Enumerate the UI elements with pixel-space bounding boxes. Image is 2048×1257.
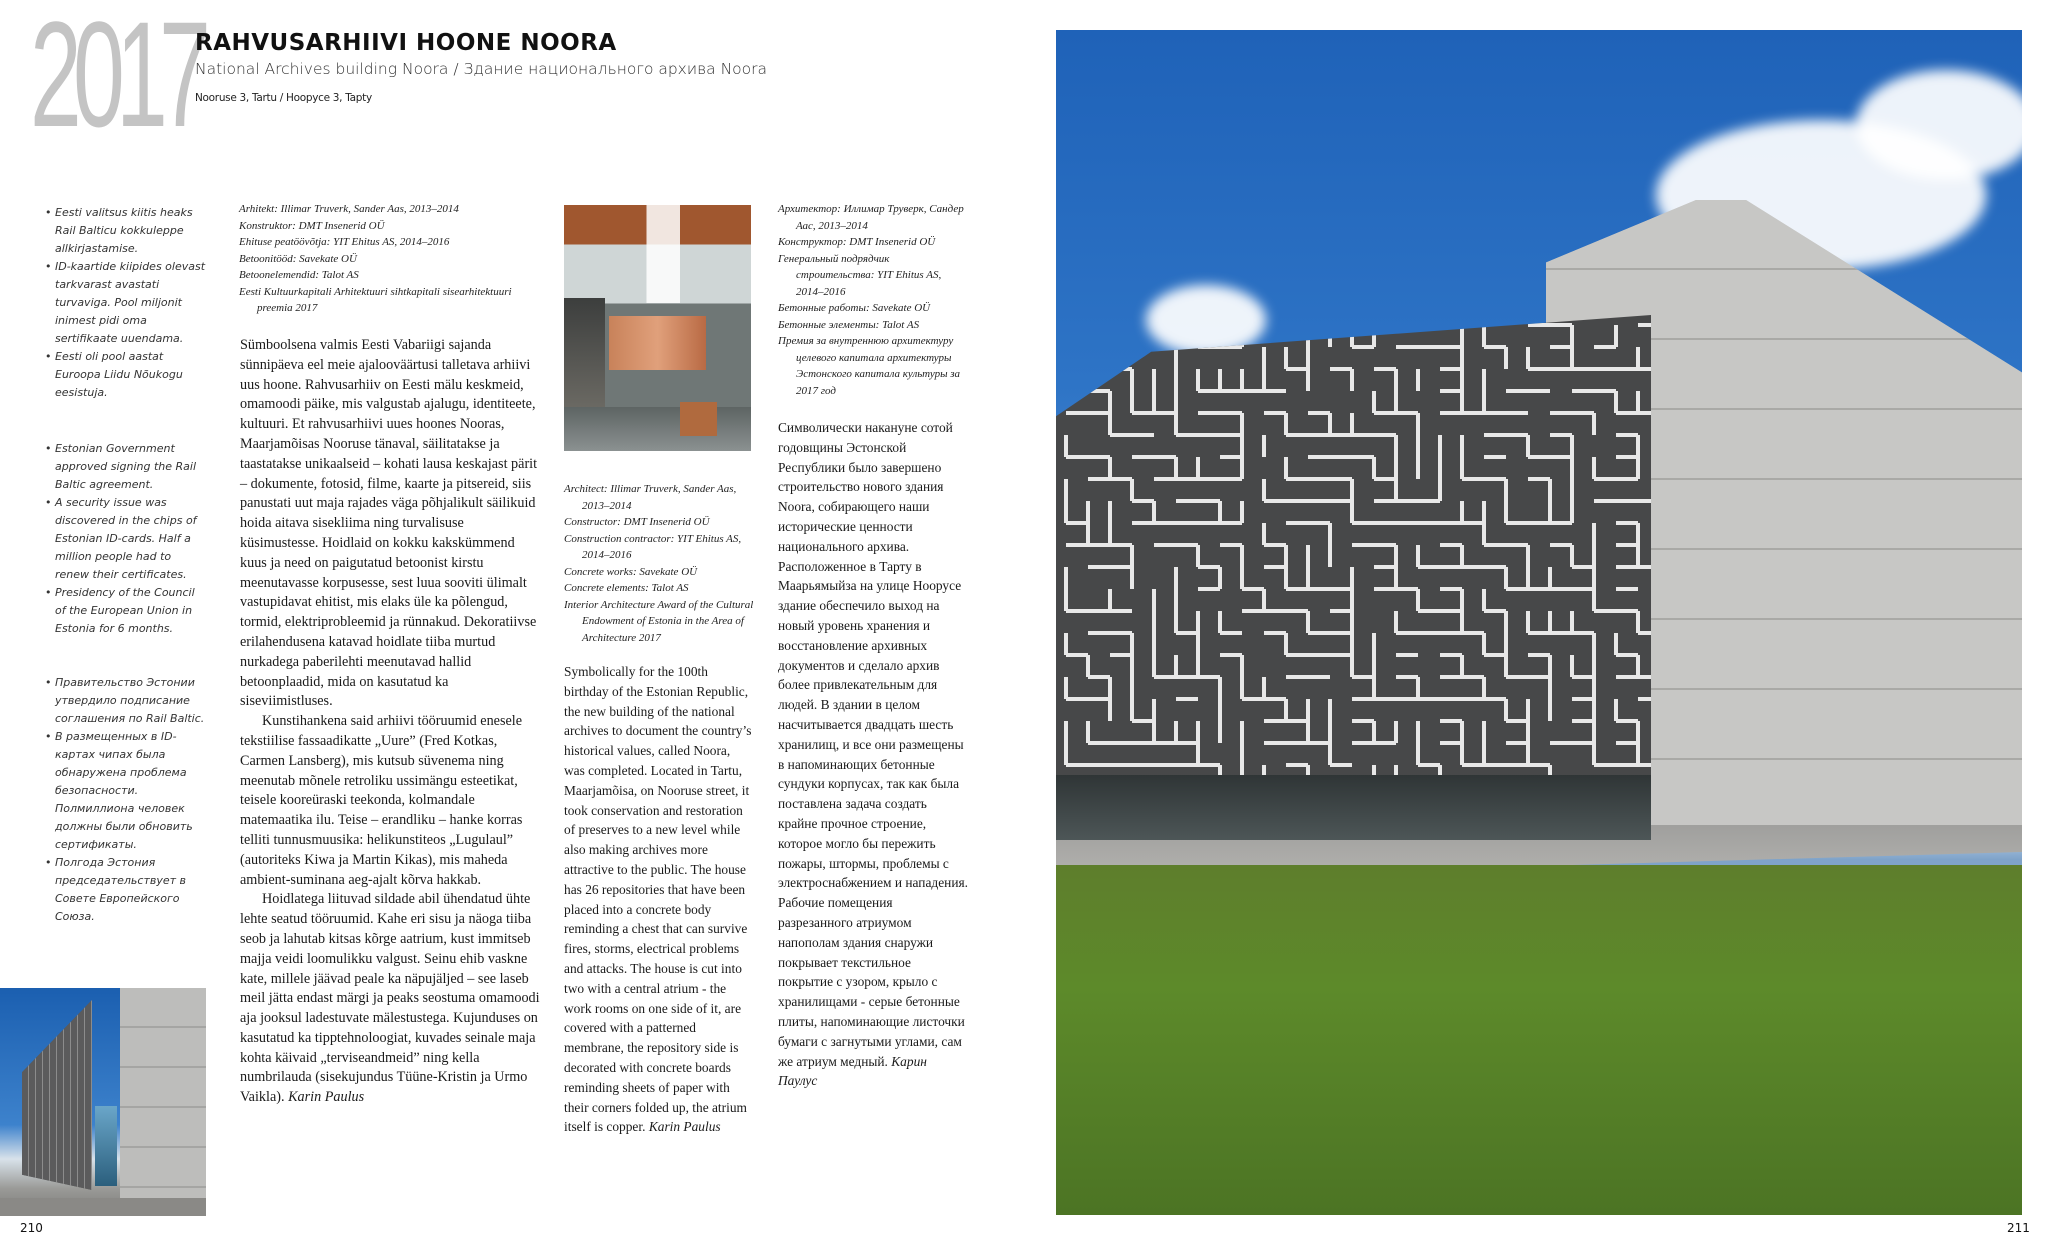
body-paragraph	[778, 418, 968, 1091]
body-paragraph	[240, 890, 540, 1108]
article-subtitle: National Archives building Noora / Здание национального архива Noora	[195, 60, 768, 78]
concrete-wing	[120, 988, 206, 1210]
body-paragraph: Sümboolsena valmis Eesti Vabariigi sajanda sünnipäeva eel meie ajalooväärtusi talletava arhiivi uus hoone. Rahvusarhiiv on Eesti mälu keskmeid, omamoodi päike, mis valgustab ajalugu, identiteete, kultuuri. Et rahvusarhiivi uues hoones Nooras, Maarjamõisas Nooruse tänaval, säilitatakse ja taastatakse unikaalseid – kohati lausa keskajast pärit – dokumente, fotosid, filme, kaarte ja pitsereid, siis panustati uut maja rajades väga põhjalikult säilikuid hoida aitava sisekliima ning turvalisuse küsimustesse. Hoidlaid on kokku kakskümmend kuus ja need on paigutatud betoonist kirstu meenutavasse korpusesse, sest luua sooviti ülimalt vastupidavat ehitist, mis elaks üle ka põlengud, tormid, elektriprobleemid ja rünnakud. Dekoratiivse erilahendusena katavad hoidlate tiiba murtud nurkadega paberilehti meenutavad hallid betoonplaadid, mida on kasutatud ka siseviimistluses.	[240, 337, 538, 710]
atrium-photo	[564, 205, 751, 451]
side-note-item: • Eesti valitsus kiitis heaks Rail Balticu kokkuleppe allkirjastamise.	[46, 204, 206, 258]
credits-estonian	[239, 201, 549, 317]
atrium-copper-bridge	[609, 316, 706, 370]
atrium-floor	[564, 407, 751, 451]
credit-line: Конструктор: DMT Insenerid OÜ	[778, 236, 936, 248]
glass-atrium	[95, 1106, 117, 1186]
credit-line: Eesti Kultuurkapitali Arhitektuuri sihtkapitali sisearhitektuuri preemia 2017	[239, 285, 512, 314]
year-heading: 2017	[30, 0, 203, 158]
credits-russian	[778, 201, 968, 399]
body-text-russian	[778, 418, 968, 1091]
side-note-item: • Eesti oli pool aastat Euroopa Liidu Nõukogu eesistuja.	[46, 348, 206, 402]
maze-line	[1066, 325, 1651, 775]
body-text-estonian	[240, 336, 540, 1108]
body-paragraph-text: Symbolically for the 100th birthday of the Estonian Republic, the new building of the national archives to document the country’s historical values, called Noora, was completed. Located in Tartu, Maarjamõisa, on Nooruse street, it took conservation and restoration of preserves to a new level while also making archives more attractive to the public. The house has 26 repositories that have been placed into a concrete body reminding a chest that can survive fires, storms, electrical problems and attacks. The house is cut into two with a central atrium - the work rooms on one side of it, are covered with a patterned membrane, the repository side is decorated with concrete boards reminding sheets of paper with their corners folded up, the atrium itself is copper.	[564, 664, 752, 1135]
side-note-item: • Estonian Government approved signing the Rail Baltic agreement.	[46, 440, 206, 494]
lawn	[1056, 865, 2022, 1215]
glass-ground-floor	[1056, 775, 1651, 840]
side-note-item: • Полгода Эстония председательствует в Совете Европейского Союза.	[46, 854, 206, 926]
side-view-photo	[0, 988, 206, 1216]
credit-line: Премия за внутреннюю архитектуру целевого капитала архитектуры Эстонского капитала культуры за 2017 год	[778, 335, 961, 397]
credit-line: Arhitekt: Illimar Truverk, Sander Aas, 2013–2014	[239, 203, 459, 215]
article-address: Nooruse 3, Tartu / Hoopyce 3, Tapty	[195, 92, 372, 104]
ground	[0, 1198, 206, 1216]
maze-facade-wall	[22, 1000, 92, 1190]
article-title: RAHVUSARHIIVI HOONE NOORA	[195, 30, 617, 56]
credit-line: Architect: Illimar Truverk, Sander Aas, 2013–2014	[564, 483, 737, 512]
side-note-item: • ID-kaartide kiipides olevast tarkvarast avastati turvaviga. Pool miljonit inimest pidi oma sertifikaate uuendama.	[46, 258, 206, 348]
credit-line: Concrete elements: Talot AS	[564, 582, 689, 594]
credit-line: Constructor: DMT Insenerid OÜ	[564, 516, 710, 528]
credit-line: Konstruktor: DMT Insenerid OÜ	[239, 219, 385, 232]
credit-line: Betoonelemendid: Talot AS	[239, 269, 359, 281]
body-paragraph-text: Hoidlatega liituvad sildade abil ühendatud ühte lehte seatud tööruumid. Kahe eri sisu ja näoga tiiba seob ja lahutab kitsas kõrge aatrium, kust immitseb majja veidi loomulikku valgust. Seinu ehib vaskne kate, millele jäävad peale ka näpujäljed – see laseb meil jätta endast märgi ja peaks seostuma omamoodi aja jooksul ladestuvate mälestustega. Kujunduses on kasutatud ka tipptehnoloogiat, kuvades seinale maja kohta käivaid „terviseandmeid” ning kella numbrilauda (sisekujundus Tüüne-Kristin ja Urmo Vaikla).	[240, 891, 540, 1106]
side-note-item: • Правительство Эстонии утвердило подписание соглашения по Rail Baltic.	[46, 674, 206, 728]
credits-english	[564, 481, 754, 646]
credit-line: Interior Architecture Award of the Cultural Endowment of Estonia in the Area of Architecture 2017	[564, 598, 754, 644]
credit-line: Архитектор: Иллимар Труверк, Сандер Аас, 2013–2014	[778, 203, 964, 232]
maze-facade	[1056, 315, 1651, 775]
side-notes-estonian	[46, 204, 206, 402]
atrium-desk	[680, 402, 717, 436]
side-notes-english	[46, 440, 206, 638]
body-paragraph	[564, 662, 754, 1137]
side-notes-russian	[46, 674, 206, 926]
cloud	[1856, 70, 2022, 180]
side-note-item: • В размещенных в ID-картах чипах была обнаружена проблема безопасности. Полмиллиона человек должны были обновить сертификаты.	[46, 728, 206, 854]
author-signature: Карин Паулус	[778, 1053, 927, 1089]
author-signature: Karin Paulus	[648, 1119, 721, 1135]
side-note-item: • A security issue was discovered in the chips of Estonian ID-cards. Half a million people had to renew their certificates.	[46, 494, 206, 584]
credit-line: Concrete works: Savekate OÜ	[564, 565, 698, 578]
credit-line: Ehituse peatöövõtja: YIT Ehitus AS, 2014–2016	[239, 236, 450, 248]
page-number-left: 210	[20, 1221, 43, 1235]
credit-line: Генеральный подрядчик строительства: YIT Ehitus AS, 2014–2016	[778, 252, 942, 298]
body-paragraph: Kunstihankena said arhiivi tööruumid enesele tekstiilise fassaadikatte „Uure” (Fred Kotkas, Carmen Lansberg), mis kutsub süvenema ning meenutab mõnele retroliku ussimängu esteetikat, teisele kooreüraski teekonda, kolmandale matemaatika ilu. Teise – erandliku – hanke korras telliti tunnusmuusika: helikunstiteos „Lugulaul” (autoriteks Kiwa ja Martin Kikas), mis maheda ambient-suminana aeg-ajalt kõrva hakkab.	[240, 713, 523, 888]
maze-pattern	[1056, 315, 1651, 775]
body-text-english	[564, 662, 754, 1137]
page-number-right: 211	[2007, 1221, 2030, 1235]
credit-line: Betoonitööd: Savekate OÜ	[239, 252, 357, 265]
credit-line: Бетонные элементы: Talot AS	[778, 318, 920, 331]
body-paragraph-text: Символически накануне сотой годовщины Эстонской Республики было завершено строительство нового здания Noora, собирающего наши исторические ценности национального архива. Расположенное в Тарту в Маарьямыйза на улице Ноорусе здание обеспечило выход на новый уровень хранения и восстановление архивных документов и сделало архив более привлекательным для людей. В здании в целом насчитывается двадцать шесть хранилищ, и все они размещены в напоминающих бетонные сундуки корпусах, так как была поставлена задача создать крайне прочное строение, которое могло бы пережить пожары, штормы, проблемы с электроснабжением и нападения. Рабочие помещения разрезанного атриумом напополам здания снаружи покрывает текстильное покрытие с узором, крыло с хранилищами - серые бетонные плиты, напоминающие листочки бумаги с загнутыми углами, сам же атриум медный.	[778, 420, 968, 1069]
main-building-photo	[1056, 30, 2022, 1215]
cloud	[1146, 285, 1266, 355]
credit-line: Construction contractor: YIT Ehitus AS, 2014–2016	[564, 532, 742, 561]
credit-line: Бетонные работы: Savekate OÜ	[778, 302, 931, 314]
side-note-item: • Presidency of the Council of the European Union in Estonia for 6 months.	[46, 584, 206, 638]
author-signature: Karin Paulus	[288, 1089, 365, 1106]
